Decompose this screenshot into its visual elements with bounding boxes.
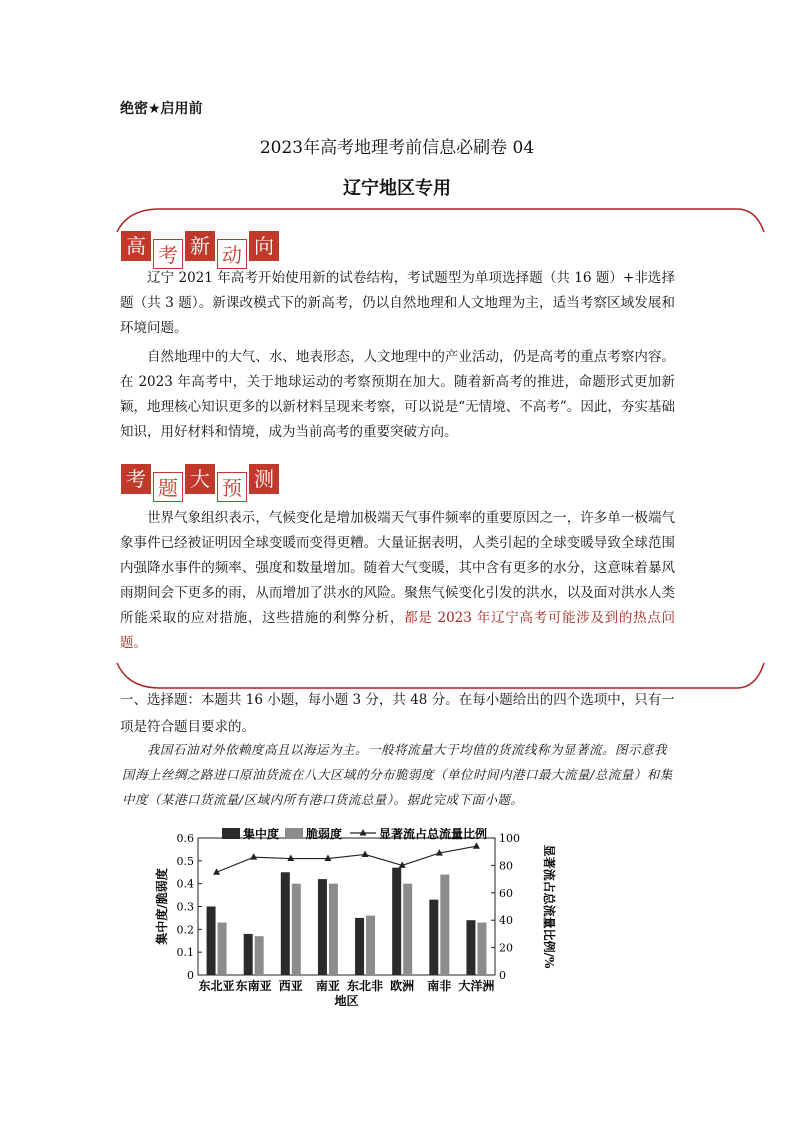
legend-label: 显著流占总流量比例 xyxy=(379,828,488,841)
bar-vulnerability xyxy=(292,884,301,975)
x-tick-label: 东南亚 xyxy=(235,979,272,993)
top-arc xyxy=(117,209,764,232)
bar-vulnerability xyxy=(366,916,375,975)
badge-char: 考 xyxy=(153,239,183,269)
bar-concentration xyxy=(355,918,364,975)
y2-tick-label: 60 xyxy=(499,886,513,900)
badge-char: 大 xyxy=(185,464,215,494)
legend-label: 集中度 xyxy=(243,828,280,841)
section-badge-trends xyxy=(121,231,279,269)
bar-vulnerability xyxy=(440,875,449,975)
badge-char: 高 xyxy=(121,231,151,261)
bottom-arc xyxy=(117,663,764,688)
exam-title: 2023年高考地理考前信息必刷卷 04 xyxy=(259,138,535,158)
legend-marker xyxy=(360,829,367,836)
badge-char: 新 xyxy=(185,231,215,261)
confidential-mark: 绝密★启用前 xyxy=(120,101,203,117)
line-point xyxy=(362,850,369,857)
legend-swatch xyxy=(222,828,240,839)
y-tick-label: 0.4 xyxy=(176,877,194,891)
x-tick-label: 西亚 xyxy=(278,979,303,993)
section2-text xyxy=(120,506,675,656)
y2-axis-label: 显著流占总流量比例/% xyxy=(542,844,556,969)
bar-concentration xyxy=(244,934,253,975)
paragraph: 辽宁 2021 年高考开始使用新的试卷结构，考试题型为单项选择题（共 16 题）+非选择题（共 3 题）。新课改模式下的新高考，仍以自然地理和人文地理为主，适当考察区域发展和环境问题。 xyxy=(120,270,675,336)
x-tick-label: 东北亚 xyxy=(198,979,235,993)
bar-concentration xyxy=(207,907,216,976)
x-axis-label: 地区 xyxy=(334,994,359,1008)
highlight-text: 都是 2023 年辽宁高考可能涉及到的热点问题。 xyxy=(120,610,675,651)
legend-label: 脆弱度 xyxy=(306,828,343,841)
y-tick-label: 0.5 xyxy=(176,854,194,868)
section-badge-forecast xyxy=(121,464,279,502)
exam-subtitle: 辽宁地区专用 xyxy=(343,178,451,199)
bar-vulnerability xyxy=(218,922,227,975)
x-tick-label: 南非 xyxy=(427,979,452,993)
badge-char: 动 xyxy=(217,239,247,269)
y-tick-label: 0.1 xyxy=(176,946,194,960)
bar-vulnerability xyxy=(329,884,338,975)
badge-char: 测 xyxy=(249,464,279,494)
x-tick-label: 欧洲 xyxy=(390,979,415,993)
bar-concentration xyxy=(318,879,327,975)
y-tick-label: 0 xyxy=(187,969,194,982)
y2-tick-label: 80 xyxy=(499,859,513,873)
line-point xyxy=(287,855,294,862)
badge-char: 向 xyxy=(249,231,279,261)
legend-swatch xyxy=(285,828,303,839)
y-tick-label: 0.3 xyxy=(176,900,194,914)
badge-char: 考 xyxy=(121,464,151,494)
line-point xyxy=(250,853,257,860)
paragraph: 自然地理中的大气、水、地表形态，人文地理中的产业活动，仍是高考的重点考察内容。在 2023 年高考中，关于地球运动的考察预期在加大。随着新高考的推进，命题形式更加新颖，地理核心知识更多的以新材料呈现来考察，可以说是“无情境、不高考”。因此，夯实基础知识，用好材料和情境，成为当前高考的重要突破方向。 xyxy=(120,349,675,440)
y2-tick-label: 100 xyxy=(499,832,520,845)
bar-concentration xyxy=(281,872,290,975)
y-axis-label: 集中度/脆弱度 xyxy=(155,868,169,945)
bar-vulnerability xyxy=(255,936,264,975)
paragraph: 世界气象组织表示，气候变化是增加极端天气事件频率的重要原因之一，许多单一极端气象事件已经被证明因全球变暖而变得更糟。大量证据表明，人类引起的全球变暖导致全球范围内强降水事件的频率、强度和数量增加。随着大气变暖，其中含有更多的水分，这意味着暴风雨期间会下更多的雨，从而增加了洪水的风险。聚焦气候变化引发的洪水，以及面对洪水人类所能采取的应对措施，这些措施的利弊分析， xyxy=(120,510,675,626)
x-tick-label: 大洋洲 xyxy=(458,979,495,993)
question-stem: 我国石油对外依赖度高且以海运为主。一般将流量大于均值的货流线称为显著流。图示意我国海上丝绸之路进口原油货流在八大区域的分布脆弱度（单位时间内港口最大流量/总流量）和集中度（某港口货流量/区域内所有港口货流总量）。据此完成下面小题。 xyxy=(122,742,673,807)
bar-vulnerability xyxy=(477,922,486,975)
line-point xyxy=(473,842,480,849)
badge-char: 预 xyxy=(217,472,247,502)
bar-vulnerability xyxy=(403,884,412,975)
plot-frame xyxy=(198,838,495,975)
x-tick-label: 东北非 xyxy=(347,979,384,993)
badge-char: 题 xyxy=(153,472,183,502)
question-instruction: 一、选择题：本题共 16 小题，每小题 3 分，共 48 分。在每小题给出的四个选项中，只有一项是符合题目要求的。 xyxy=(120,692,675,735)
y-tick-label: 0.6 xyxy=(176,832,194,845)
y2-tick-label: 0 xyxy=(499,969,506,982)
y2-tick-label: 40 xyxy=(499,914,513,928)
y2-tick-label: 20 xyxy=(499,941,513,955)
section1-text xyxy=(120,266,675,445)
bar-concentration xyxy=(392,868,401,975)
chart xyxy=(150,828,570,1018)
bar-concentration xyxy=(429,900,438,975)
bar-concentration xyxy=(466,920,475,975)
x-tick-label: 南亚 xyxy=(315,979,340,993)
y-tick-label: 0.2 xyxy=(176,923,194,937)
